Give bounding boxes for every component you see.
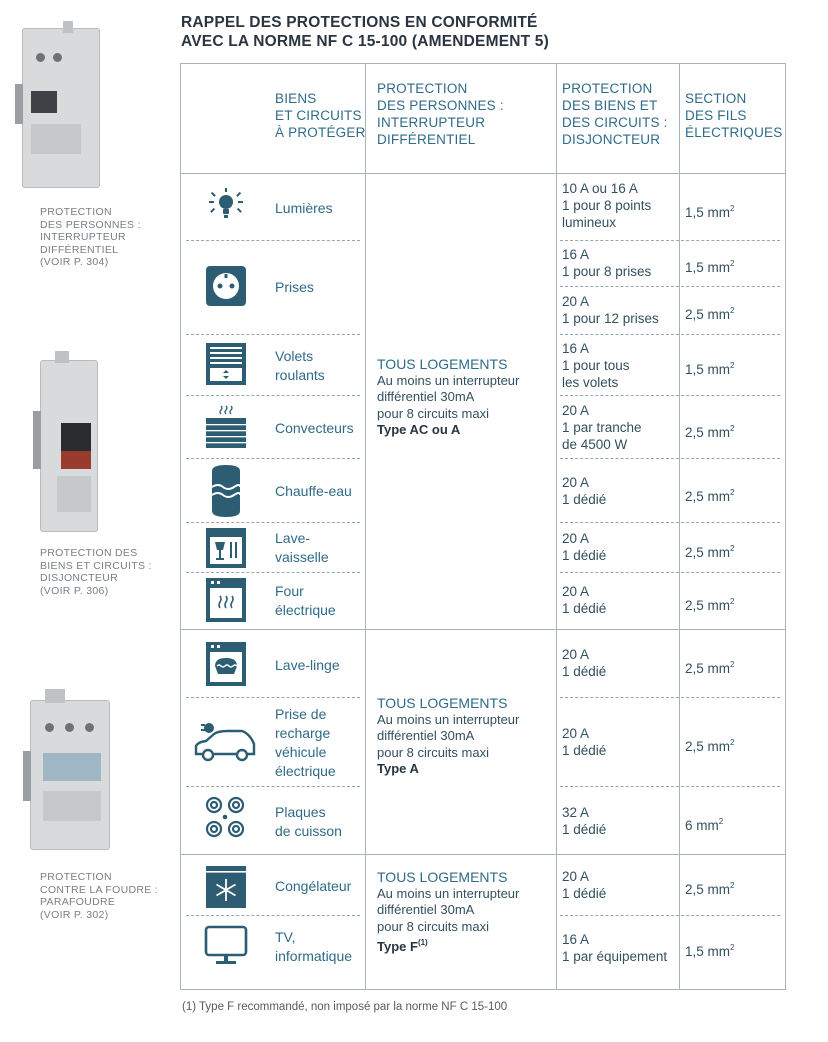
breaker-line: 32 A [562, 805, 590, 820]
device-indicator [61, 451, 91, 469]
group-rule [180, 629, 786, 630]
header-line: PROTECTION [562, 81, 653, 96]
header-line: BIENS [275, 91, 317, 106]
device-screw [65, 723, 74, 732]
caption-line: PROTECTION [40, 871, 112, 883]
row-rule [186, 522, 360, 523]
footnote-marker: (1) [417, 938, 428, 947]
breaker-cell [562, 646, 606, 680]
page-title-line-2: AVEC LA NORME NF C 15-100 (AMENDEMENT 5) [181, 33, 549, 50]
item-label-line: de cuisson [275, 823, 342, 839]
caption-line: PROTECTION [40, 206, 112, 218]
wire-section-cell [685, 302, 734, 323]
caption-line: DES PERSONNES : [40, 218, 141, 231]
wire-section-cell [685, 813, 723, 834]
convector-icon [203, 404, 249, 448]
caption-line: (VOIR P. 306) [40, 584, 109, 597]
wire-section-unit-exponent: 2 [730, 597, 735, 606]
item-label-convecteurs [275, 419, 354, 438]
wire-section-unit-exponent: 2 [718, 817, 724, 826]
header-line: DES PERSONNES : [377, 98, 504, 113]
wire-section-cell [685, 540, 734, 561]
item-label-four [275, 582, 336, 620]
item-label-line: Lumières [275, 200, 333, 216]
item-label-line: Prises [275, 279, 314, 295]
item-label-line: Convecteurs [275, 420, 354, 436]
device-label [57, 476, 91, 512]
header-line: À PROTÉGER [275, 125, 366, 140]
item-label-line: Volets [275, 348, 314, 364]
breaker-line: 1 pour 12 prises [562, 311, 659, 326]
water-heater-icon [203, 463, 249, 519]
wire-section-value: 2,5 mm [685, 425, 731, 440]
wire-section-value: 2,5 mm [685, 489, 731, 504]
row-rule [186, 697, 360, 698]
breaker-line: 20 A [562, 294, 590, 309]
breaker-cell [562, 180, 651, 231]
item-label-line: Four [275, 583, 304, 599]
caption-surge-protector [40, 871, 158, 921]
breaker-line: lumineux [562, 215, 617, 230]
breaker-line: 20 A [562, 531, 590, 546]
header-rule [180, 173, 786, 174]
wire-section-value: 6 mm [685, 818, 719, 833]
protection-line: différentiel 30mA [377, 389, 475, 404]
item-label-line: Congélateur [275, 878, 352, 894]
freezer-icon [203, 866, 249, 908]
wire-section-cell [685, 420, 734, 441]
ev-charging-icon [192, 720, 258, 766]
caption-line: PROTECTION DES [40, 547, 138, 559]
item-label-chauffe-eau [275, 482, 352, 501]
item-label-plaques [275, 803, 342, 841]
header-line: DES BIENS ET [562, 98, 658, 113]
device-screw [53, 53, 62, 62]
protection-line: pour 8 circuits maxi [377, 918, 489, 934]
row-rule [186, 572, 360, 573]
row-rule [560, 395, 780, 396]
wire-section-unit-exponent: 2 [730, 259, 735, 268]
item-label-lave-linge [275, 656, 340, 675]
breaker-line: 1 pour tous [562, 358, 630, 373]
wire-section-unit-exponent: 2 [730, 306, 735, 315]
wire-section-cell [685, 200, 734, 221]
protection-group-3 [377, 869, 519, 956]
breaker-line: 1 dédié [562, 743, 607, 758]
tv-icon [203, 925, 249, 967]
caption-line: (VOIR P. 304) [40, 256, 109, 268]
washing-machine-icon [203, 642, 249, 686]
device-tab [63, 21, 73, 33]
protection-line: différentiel 30mA [377, 728, 475, 743]
caption-line: BIENS ET CIRCUITS : [40, 559, 152, 572]
wire-section-value: 2,5 mm [685, 307, 731, 322]
wire-section-value: 2,5 mm [685, 598, 731, 613]
item-label-volets [275, 347, 325, 385]
wire-section-unit-exponent: 2 [730, 544, 735, 553]
row-rule [560, 334, 780, 335]
item-label-line: TV, [275, 929, 296, 945]
wire-section-value: 2,5 mm [685, 661, 731, 676]
breaker-line: 1 dédié [562, 492, 607, 507]
breaker-line: 1 dédié [562, 548, 607, 563]
row-rule [560, 697, 780, 698]
device-body [30, 700, 110, 850]
device-label [43, 791, 101, 821]
item-label-line: informatique [275, 948, 353, 964]
protection-type [377, 935, 519, 956]
row-rule [186, 915, 360, 916]
group-rule [180, 854, 786, 855]
protection-type: Type A [377, 761, 419, 776]
protection-line: pour 8 circuits maxi [377, 744, 489, 760]
header-line: DES FILS [685, 108, 747, 123]
row-rule [186, 240, 360, 241]
wire-section-unit-exponent: 2 [730, 881, 735, 890]
protection-line: Au moins un interrupteur [377, 372, 520, 388]
breaker-line: de 4500 W [562, 437, 628, 452]
row-rule [560, 522, 780, 523]
device-window [43, 753, 101, 781]
page-title [181, 13, 741, 51]
breaker-cell [562, 402, 642, 453]
header-line: DIFFÉRENTIEL [377, 132, 476, 147]
protection-group-1 [377, 356, 519, 439]
item-label-line: recharge [275, 725, 331, 741]
breaker-line: 1 par équipement [562, 949, 668, 964]
wire-section-unit-exponent: 2 [730, 738, 735, 747]
column-rule [365, 63, 366, 990]
item-label-lave-vaisselle [275, 529, 329, 567]
breaker-line: les volets [562, 375, 619, 390]
item-label-lumieres [275, 199, 333, 218]
caption-line: DISJONCTEUR [40, 572, 118, 584]
breaker-line: 20 A [562, 869, 590, 884]
breaker-line: 16 A [562, 247, 590, 262]
device-lever [61, 423, 91, 451]
wire-section-value: 1,5 mm [685, 205, 731, 220]
item-label-line: Lave- [275, 530, 311, 546]
item-label-line: électrique [275, 602, 336, 618]
protection-type-text: Type F [377, 939, 418, 954]
wire-section-unit-exponent: 2 [730, 361, 735, 370]
item-label-line: roulants [275, 367, 325, 383]
breaker-line: 1 pour 8 points [562, 198, 652, 213]
caption-line: PARAFOUDRE [40, 896, 116, 908]
caption-circuit-breaker [40, 547, 152, 597]
protection-title: TOUS LOGEMENTS [377, 356, 508, 372]
page-title-line-1: RAPPEL DES PROTECTIONS EN CONFORMITÉ [181, 14, 538, 31]
item-label-line: véhicule [275, 744, 327, 760]
breaker-line: 20 A [562, 403, 590, 418]
wire-section-unit-exponent: 2 [730, 204, 735, 213]
row-rule [560, 286, 780, 287]
protection-title: TOUS LOGEMENTS [377, 869, 508, 885]
wire-section-value: 1,5 mm [685, 362, 731, 377]
row-rule [186, 334, 360, 335]
cooktop-icon [203, 795, 249, 841]
row-rule [186, 395, 360, 396]
device-lever [31, 91, 57, 113]
device-rail-clip [15, 84, 23, 124]
protection-group-2 [377, 695, 519, 778]
protection-line: différentiel 30mA [377, 902, 475, 917]
wire-section-unit-exponent: 2 [730, 943, 735, 952]
wire-section-value: 2,5 mm [685, 545, 731, 560]
item-label-tv [275, 928, 352, 966]
protection-line: Au moins un interrupteur [377, 885, 520, 901]
header-line: DISJONCTEUR [562, 132, 661, 147]
device-body [22, 28, 100, 188]
wire-section-value: 1,5 mm [685, 260, 731, 275]
protection-type: Type AC ou A [377, 422, 461, 437]
header-persons [377, 80, 504, 148]
item-label-line: Chauffe-eau [275, 483, 352, 499]
wire-section-cell [685, 656, 734, 677]
header-line: INTERRUPTEUR [377, 115, 486, 130]
device-screw [45, 723, 54, 732]
breaker-line: 16 A [562, 341, 590, 356]
breaker-line: 10 A ou 16 A [562, 181, 638, 196]
header-line: ÉLECTRIQUES [685, 125, 783, 140]
wire-section-cell [685, 255, 734, 276]
row-rule [560, 786, 780, 787]
wire-section-cell [685, 357, 734, 378]
breaker-cell [562, 931, 667, 965]
column-rule [556, 63, 557, 990]
device-screw [85, 723, 94, 732]
header-items [275, 90, 366, 141]
item-label-prises [275, 278, 314, 297]
device-rail-clip [23, 751, 31, 801]
breaker-line: 1 pour 8 prises [562, 264, 652, 279]
breaker-cell [562, 340, 630, 391]
caption-line: INTERRUPTEUR [40, 231, 126, 243]
breaker-line: 1 dédié [562, 822, 607, 837]
row-rule [186, 458, 360, 459]
breaker-line: 20 A [562, 647, 590, 662]
device-tab [45, 689, 65, 703]
device-tab [55, 351, 69, 363]
breaker-line: 1 dédié [562, 886, 607, 901]
breaker-cell [562, 246, 651, 280]
breaker-line: 20 A [562, 726, 590, 741]
breaker-line: 1 dédié [562, 664, 607, 679]
breaker-cell [562, 474, 606, 508]
breaker-cell [562, 804, 606, 838]
breaker-line: 20 A [562, 584, 590, 599]
wire-section-cell [685, 484, 734, 505]
protection-line: Au moins un interrupteur [377, 711, 520, 727]
footnote: (1) Type F recommandé, non imposé par la norme NF C 15-100 [182, 1001, 508, 1013]
wire-section-cell [685, 939, 734, 960]
header-line: PROTECTION [377, 81, 468, 96]
header-goods [562, 80, 668, 148]
protection-line: pour 8 circuits maxi [377, 405, 489, 421]
protection-title: TOUS LOGEMENTS [377, 695, 508, 711]
light-bulb-icon [203, 188, 249, 224]
breaker-line: 16 A [562, 932, 590, 947]
wire-section-unit-exponent: 2 [730, 660, 735, 669]
breaker-line: 1 par tranche [562, 420, 642, 435]
column-rule [679, 63, 680, 990]
oven-icon [203, 578, 249, 622]
wire-section-unit-exponent: 2 [730, 488, 735, 497]
breaker-cell [562, 868, 606, 902]
item-label-line: électrique [275, 763, 336, 779]
item-label-congelateur [275, 877, 351, 896]
dishwasher-icon [203, 528, 249, 568]
breaker-cell [562, 583, 606, 617]
item-label-line: vaisselle [275, 549, 329, 565]
device-label [31, 124, 81, 154]
wire-section-value: 2,5 mm [685, 739, 731, 754]
item-label-line: Prise de [275, 706, 327, 722]
roller-shutter-icon [203, 343, 249, 385]
breaker-cell [562, 293, 659, 327]
breaker-cell [562, 725, 606, 759]
item-label-recharge [275, 705, 336, 781]
caption-line: CONTRE LA FOUDRE : [40, 883, 158, 896]
device-screw [36, 53, 45, 62]
caption-line: (VOIR P. 302) [40, 908, 109, 921]
wire-section-cell [685, 877, 734, 898]
breaker-line: 20 A [562, 475, 590, 490]
row-rule [560, 915, 780, 916]
caption-line: DIFFÉRENTIEL [40, 243, 119, 256]
item-label-line: Lave-linge [275, 657, 340, 673]
header-section [685, 90, 782, 141]
row-rule [560, 572, 780, 573]
caption-differential-switch [40, 206, 141, 269]
header-line: DES CIRCUITS : [562, 115, 668, 130]
wire-section-value: 2,5 mm [685, 882, 731, 897]
breaker-line: 1 dédié [562, 601, 607, 616]
device-rail-clip [33, 411, 41, 469]
device-body [40, 360, 98, 532]
wire-section-cell [685, 593, 734, 614]
item-label-line: Plaques [275, 804, 326, 820]
header-line: ET CIRCUITS [275, 108, 362, 123]
wire-section-cell [685, 734, 734, 755]
row-rule [560, 240, 780, 241]
row-rule [560, 458, 780, 459]
wire-section-value: 1,5 mm [685, 944, 731, 959]
breaker-cell [562, 530, 606, 564]
row-rule [186, 786, 360, 787]
header-line: SECTION [685, 91, 747, 106]
socket-icon [203, 266, 249, 306]
wire-section-unit-exponent: 2 [730, 424, 735, 433]
